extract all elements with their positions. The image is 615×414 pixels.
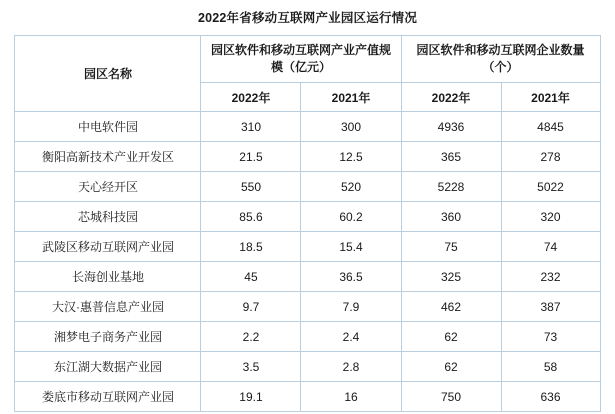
cell-value-2022: 21.5 [201,142,301,172]
cell-value-2022: 9.7 [201,292,301,322]
park-operation-table [14,35,600,412]
table-row [15,322,600,352]
header-year-2021-value: 2021年 [301,83,401,112]
cell-count-2021: 5022 [501,172,600,202]
cell-count-2022: 325 [401,262,501,292]
table-row [15,382,600,412]
header-row-groups [15,36,600,83]
page-title: 2022年省移动互联网产业园区运行情况 [197,11,418,25]
cell-count-2022: 62 [401,352,501,382]
cell-value-2022: 18.5 [201,232,301,262]
cell-value-2021: 2.8 [301,352,401,382]
table-row [15,292,600,322]
cell-count-2021: 232 [501,262,600,292]
header-group-enterprise-count: 园区软件和移动互联网企业数量（个） [401,36,600,83]
cell-count-2021: 636 [501,382,600,412]
cell-park-name: 衡阳高新技术产业开发区 [15,142,201,172]
cell-count-2021: 4845 [501,112,600,142]
cell-count-2021: 278 [501,142,600,172]
table-row [15,232,600,262]
cell-count-2022: 360 [401,202,501,232]
cell-count-2022: 75 [401,232,501,262]
cell-count-2021: 74 [501,232,600,262]
cell-value-2021: 60.2 [301,202,401,232]
table-row [15,352,600,382]
table-row [15,112,600,142]
cell-value-2021: 12.5 [301,142,401,172]
cell-count-2022: 462 [401,292,501,322]
cell-count-2022: 5228 [401,172,501,202]
header-year-2022-count: 2022年 [401,83,501,112]
cell-value-2021: 2.4 [301,322,401,352]
cell-count-2021: 58 [501,352,600,382]
cell-park-name: 长海创业基地 [15,262,201,292]
table-header [15,36,600,112]
cell-park-name: 芯城科技园 [15,202,201,232]
header-group-output-value: 园区软件和移动互联网产业产值规模（亿元） [201,36,401,83]
cell-park-name: 湘梦电子商务产业园 [15,322,201,352]
cell-count-2022: 750 [401,382,501,412]
cell-value-2021: 520 [301,172,401,202]
cell-value-2022: 45 [201,262,301,292]
table-row [15,142,600,172]
cell-park-name: 娄底市移动互联网产业园 [15,382,201,412]
cell-park-name: 中电软件园 [15,112,201,142]
cell-value-2021: 36.5 [301,262,401,292]
cell-count-2021: 387 [501,292,600,322]
table-body [15,112,600,412]
table-row [15,262,600,292]
cell-park-name: 武陵区移动互联网产业园 [15,232,201,262]
cell-value-2021: 7.9 [301,292,401,322]
cell-park-name: 天心经开区 [15,172,201,202]
cell-value-2022: 310 [201,112,301,142]
cell-count-2022: 4936 [401,112,501,142]
header-year-2022-value: 2022年 [201,83,301,112]
cell-value-2022: 550 [201,172,301,202]
header-park-name: 园区名称 [15,36,201,112]
cell-park-name: 东江湖大数据产业园 [15,352,201,382]
table-row [15,202,600,232]
cell-count-2021: 73 [501,322,600,352]
cell-value-2021: 16 [301,382,401,412]
header-year-2021-count: 2021年 [501,83,600,112]
cell-count-2021: 320 [501,202,600,232]
cell-park-name: 大汉·惠普信息产业园 [15,292,201,322]
cell-value-2022: 85.6 [201,202,301,232]
cell-value-2021: 15.4 [301,232,401,262]
cell-value-2022: 19.1 [201,382,301,412]
cell-value-2022: 3.5 [201,352,301,382]
cell-count-2022: 62 [401,322,501,352]
cell-value-2022: 2.2 [201,322,301,352]
table-row [15,172,600,202]
cell-count-2022: 365 [401,142,501,172]
cell-value-2021: 300 [301,112,401,142]
